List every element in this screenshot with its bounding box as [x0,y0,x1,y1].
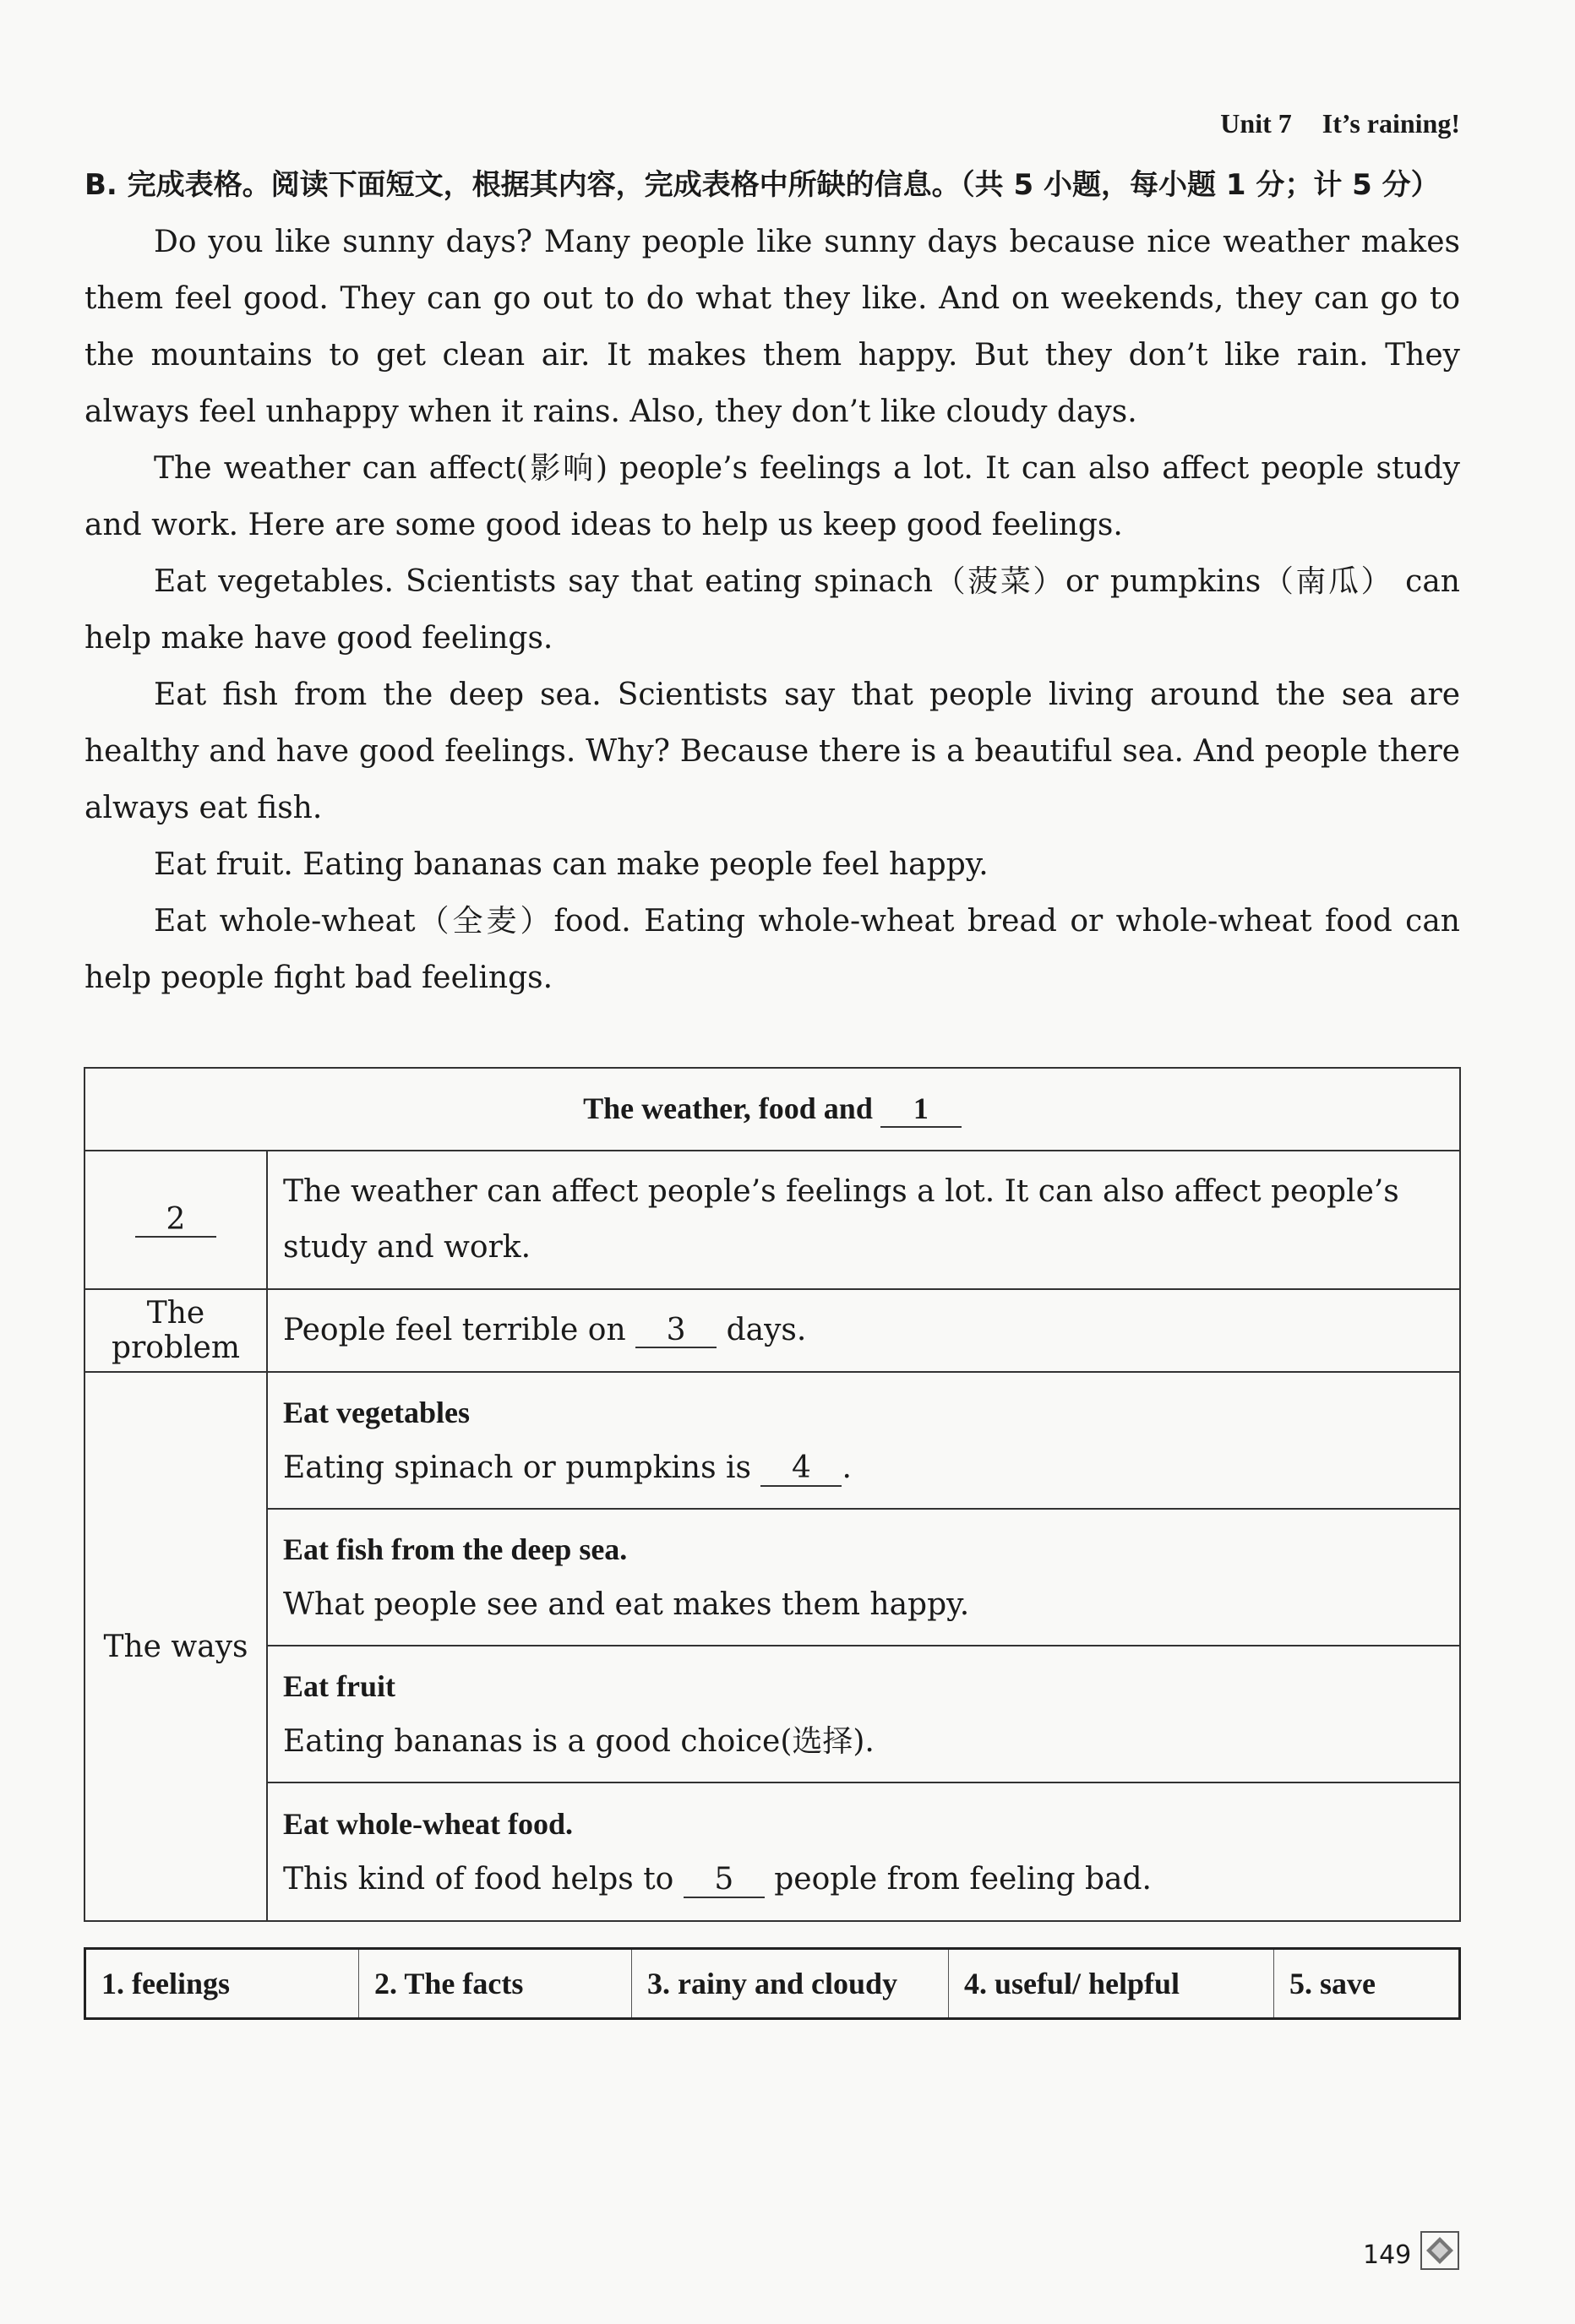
blank-2: 2 [135,1203,216,1238]
blank-4: 4 [760,1451,842,1487]
problem-text: People feel terrible on [283,1312,626,1347]
information-table [84,1067,1461,1922]
passage-paragraph: Eat vegetables. Scientists say that eating spinach（菠菜）or pumpkins（南瓜） can help make have good feelings. [84,564,1460,656]
answer-key [84,1947,1461,2020]
instruction: B. 完成表格。阅读下面短文，根据其内容，完成表格中所缺的信息。（共 5 小题，每小题 1 分；计 5 分） [84,168,1440,202]
answer-item: 3. rainy and cloudy [632,1949,949,2019]
answer-item: 5. save [1274,1949,1460,2019]
way-text [283,1440,1444,1496]
way-heading: Eat fish from the deep sea. [283,1532,628,1566]
passage-paragraph: The weather can affect(影响) people’s feelings a lot. It can also affect people study and work. Here are some good ideas to help us keep good feelings. [84,451,1460,542]
way-text-pre: Eating spinach or pumpkins is [283,1450,752,1485]
blank-5: 5 [684,1863,765,1898]
way-heading: Eat vegetables [283,1396,470,1429]
way-cell [267,1509,1460,1646]
content [84,156,1460,1006]
answer-item: 2. The facts [359,1949,632,2019]
way-text [283,1852,1444,1908]
ways-label: The ways [84,1372,267,1921]
way-text-pre: This kind of food helps to [283,1862,674,1897]
answer-item: 4. useful/ helpful [949,1949,1274,2019]
passage-paragraph: Do you like sunny days? Many people like sunny days because nice weather makes them feel good. They can go out to do what they like. And on weekends, they can go to the mountains to get clean air. It makes them happy. But they don’t like rain. They always feel unhappy when it rains. Also, they don’t like cloudy days. [84,225,1460,429]
way-cell [267,1372,1460,1509]
answer-item: 1. feelings [85,1949,359,2019]
passage-paragraph: Eat whole-wheat（全麦）food. Eating whole-wheat bread or whole-wheat food can help people fight bad feelings. [84,904,1460,995]
way-heading: Eat fruit [283,1669,395,1703]
problem-cell [267,1289,1460,1372]
unit-title: It’s raining! [1322,108,1460,139]
passage-paragraph: Eat fish from the deep sea. Scientists say that people living around the sea are healthy and have good feelings. Why? Because there is a beautiful sea. And people there always eat fish. [84,678,1460,825]
running-header [1220,108,1460,139]
diamond-icon [1420,2230,1460,2271]
table-title-text: The weather, food and [583,1091,873,1126]
way-text-post: people from feeling bad. [774,1862,1152,1897]
table-title [84,1068,1460,1151]
way-text: Eating bananas is a good choice(选择). [283,1724,875,1759]
problem-label: The problem [84,1289,267,1372]
blank-1: 1 [880,1092,962,1128]
unit-label: Unit 7 [1220,108,1292,139]
page-number: 149 [1363,2240,1412,2270]
problem-text-end: days. [726,1312,807,1347]
way-cell [267,1646,1460,1782]
passage-paragraph: Eat fruit. Eating bananas can make people feel happy. [154,847,989,882]
way-text: What people see and eat makes them happy. [283,1587,970,1622]
way-text-post: . [842,1450,852,1485]
row-label-blank [84,1151,267,1289]
passage [84,214,1460,1006]
blank-3: 3 [635,1314,717,1349]
facts-cell: The weather can affect people’s feelings a lot. It can also affect people’s study and work. [267,1151,1460,1289]
way-heading: Eat whole-wheat food. [283,1807,573,1841]
way-cell [267,1782,1460,1921]
